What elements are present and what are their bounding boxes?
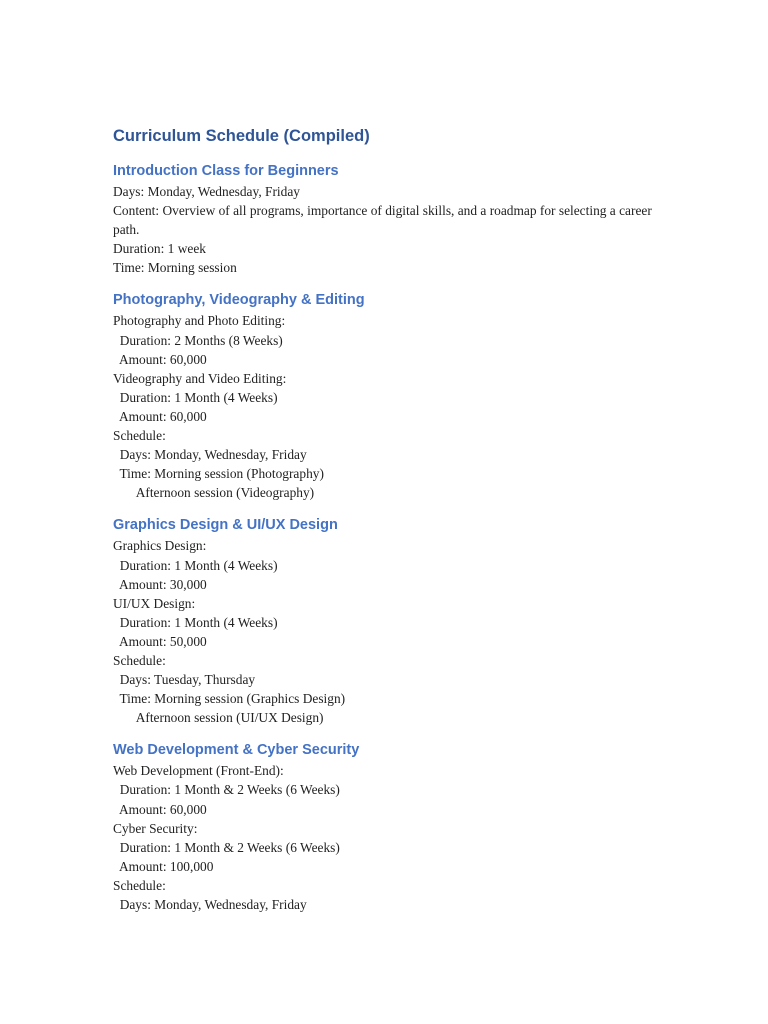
text-line: Afternoon session (UI/UX Design) [113, 710, 324, 726]
text-line: Afternoon session (Videography) [113, 485, 315, 501]
text-line: Days: Monday, Wednesday, Friday [113, 184, 300, 199]
section-heading: Introduction Class for Beginners [113, 163, 339, 179]
text-line: Time: Morning session (Graphics Design) [113, 691, 346, 707]
text-line: Amount: 60,000 [113, 351, 207, 367]
spacer [113, 277, 673, 289]
text-line: Amount: 100,000 [113, 858, 214, 874]
text-line: UI/UX Design: [113, 595, 196, 611]
text-line: Graphics Design: [113, 538, 207, 554]
text-line: Web Development (Front-End): [113, 763, 284, 779]
text-line: Amount: 60,000 [113, 408, 207, 424]
document-title: Curriculum Schedule (Compiled) [113, 127, 370, 145]
text-line: Days: Monday, Wednesday, Friday [113, 447, 307, 463]
section-heading: Photography, Videography & Editing [113, 292, 365, 309]
section-graphics [113, 514, 673, 727]
text-line: Schedule: [113, 877, 166, 893]
text-line: Content: Overview of all programs, importance of digital skills, and a roadmap for selecting a career path. [113, 203, 652, 238]
text-line: Time: Morning session [113, 260, 237, 276]
section-introduction [113, 160, 673, 277]
text-line: Cyber Security: [113, 820, 198, 836]
document-page [113, 124, 673, 914]
spacer [113, 727, 673, 739]
text-line: Amount: 60,000 [113, 801, 207, 817]
text-line: Duration: 1 Month (4 Weeks) [113, 614, 278, 630]
text-line: Days: Monday, Wednesday, Friday [113, 897, 307, 912]
text-line: Schedule: [113, 428, 166, 444]
text-line: Days: Tuesday, Thursday [113, 672, 256, 688]
spacer [113, 148, 673, 160]
text-line: Duration: 2 Months (8 Weeks) [113, 332, 283, 348]
text-line: Duration: 1 Month (4 Weeks) [113, 389, 278, 405]
section-heading: Web Development & Cyber Security [113, 742, 360, 759]
section-heading: Graphics Design & UI/UX Design [113, 517, 338, 534]
text-line: Time: Morning session (Photography) [113, 466, 324, 482]
text-line: Duration: 1 Month (4 Weeks) [113, 557, 278, 573]
text-line: Photography and Photo Editing: [113, 313, 286, 329]
section-web-cyber [113, 739, 673, 914]
text-line: Amount: 50,000 [113, 633, 207, 649]
spacer [113, 502, 673, 514]
text-line: Duration: 1 Month & 2 Weeks (6 Weeks) [113, 782, 340, 798]
section-photography [113, 289, 673, 502]
text-line: Duration: 1 Month & 2 Weeks (6 Weeks) [113, 839, 340, 855]
text-line: Duration: 1 week [113, 241, 206, 257]
text-line: Videography and Video Editing: [113, 370, 287, 386]
text-line: Schedule: [113, 652, 166, 668]
text-line: Amount: 30,000 [113, 576, 207, 592]
